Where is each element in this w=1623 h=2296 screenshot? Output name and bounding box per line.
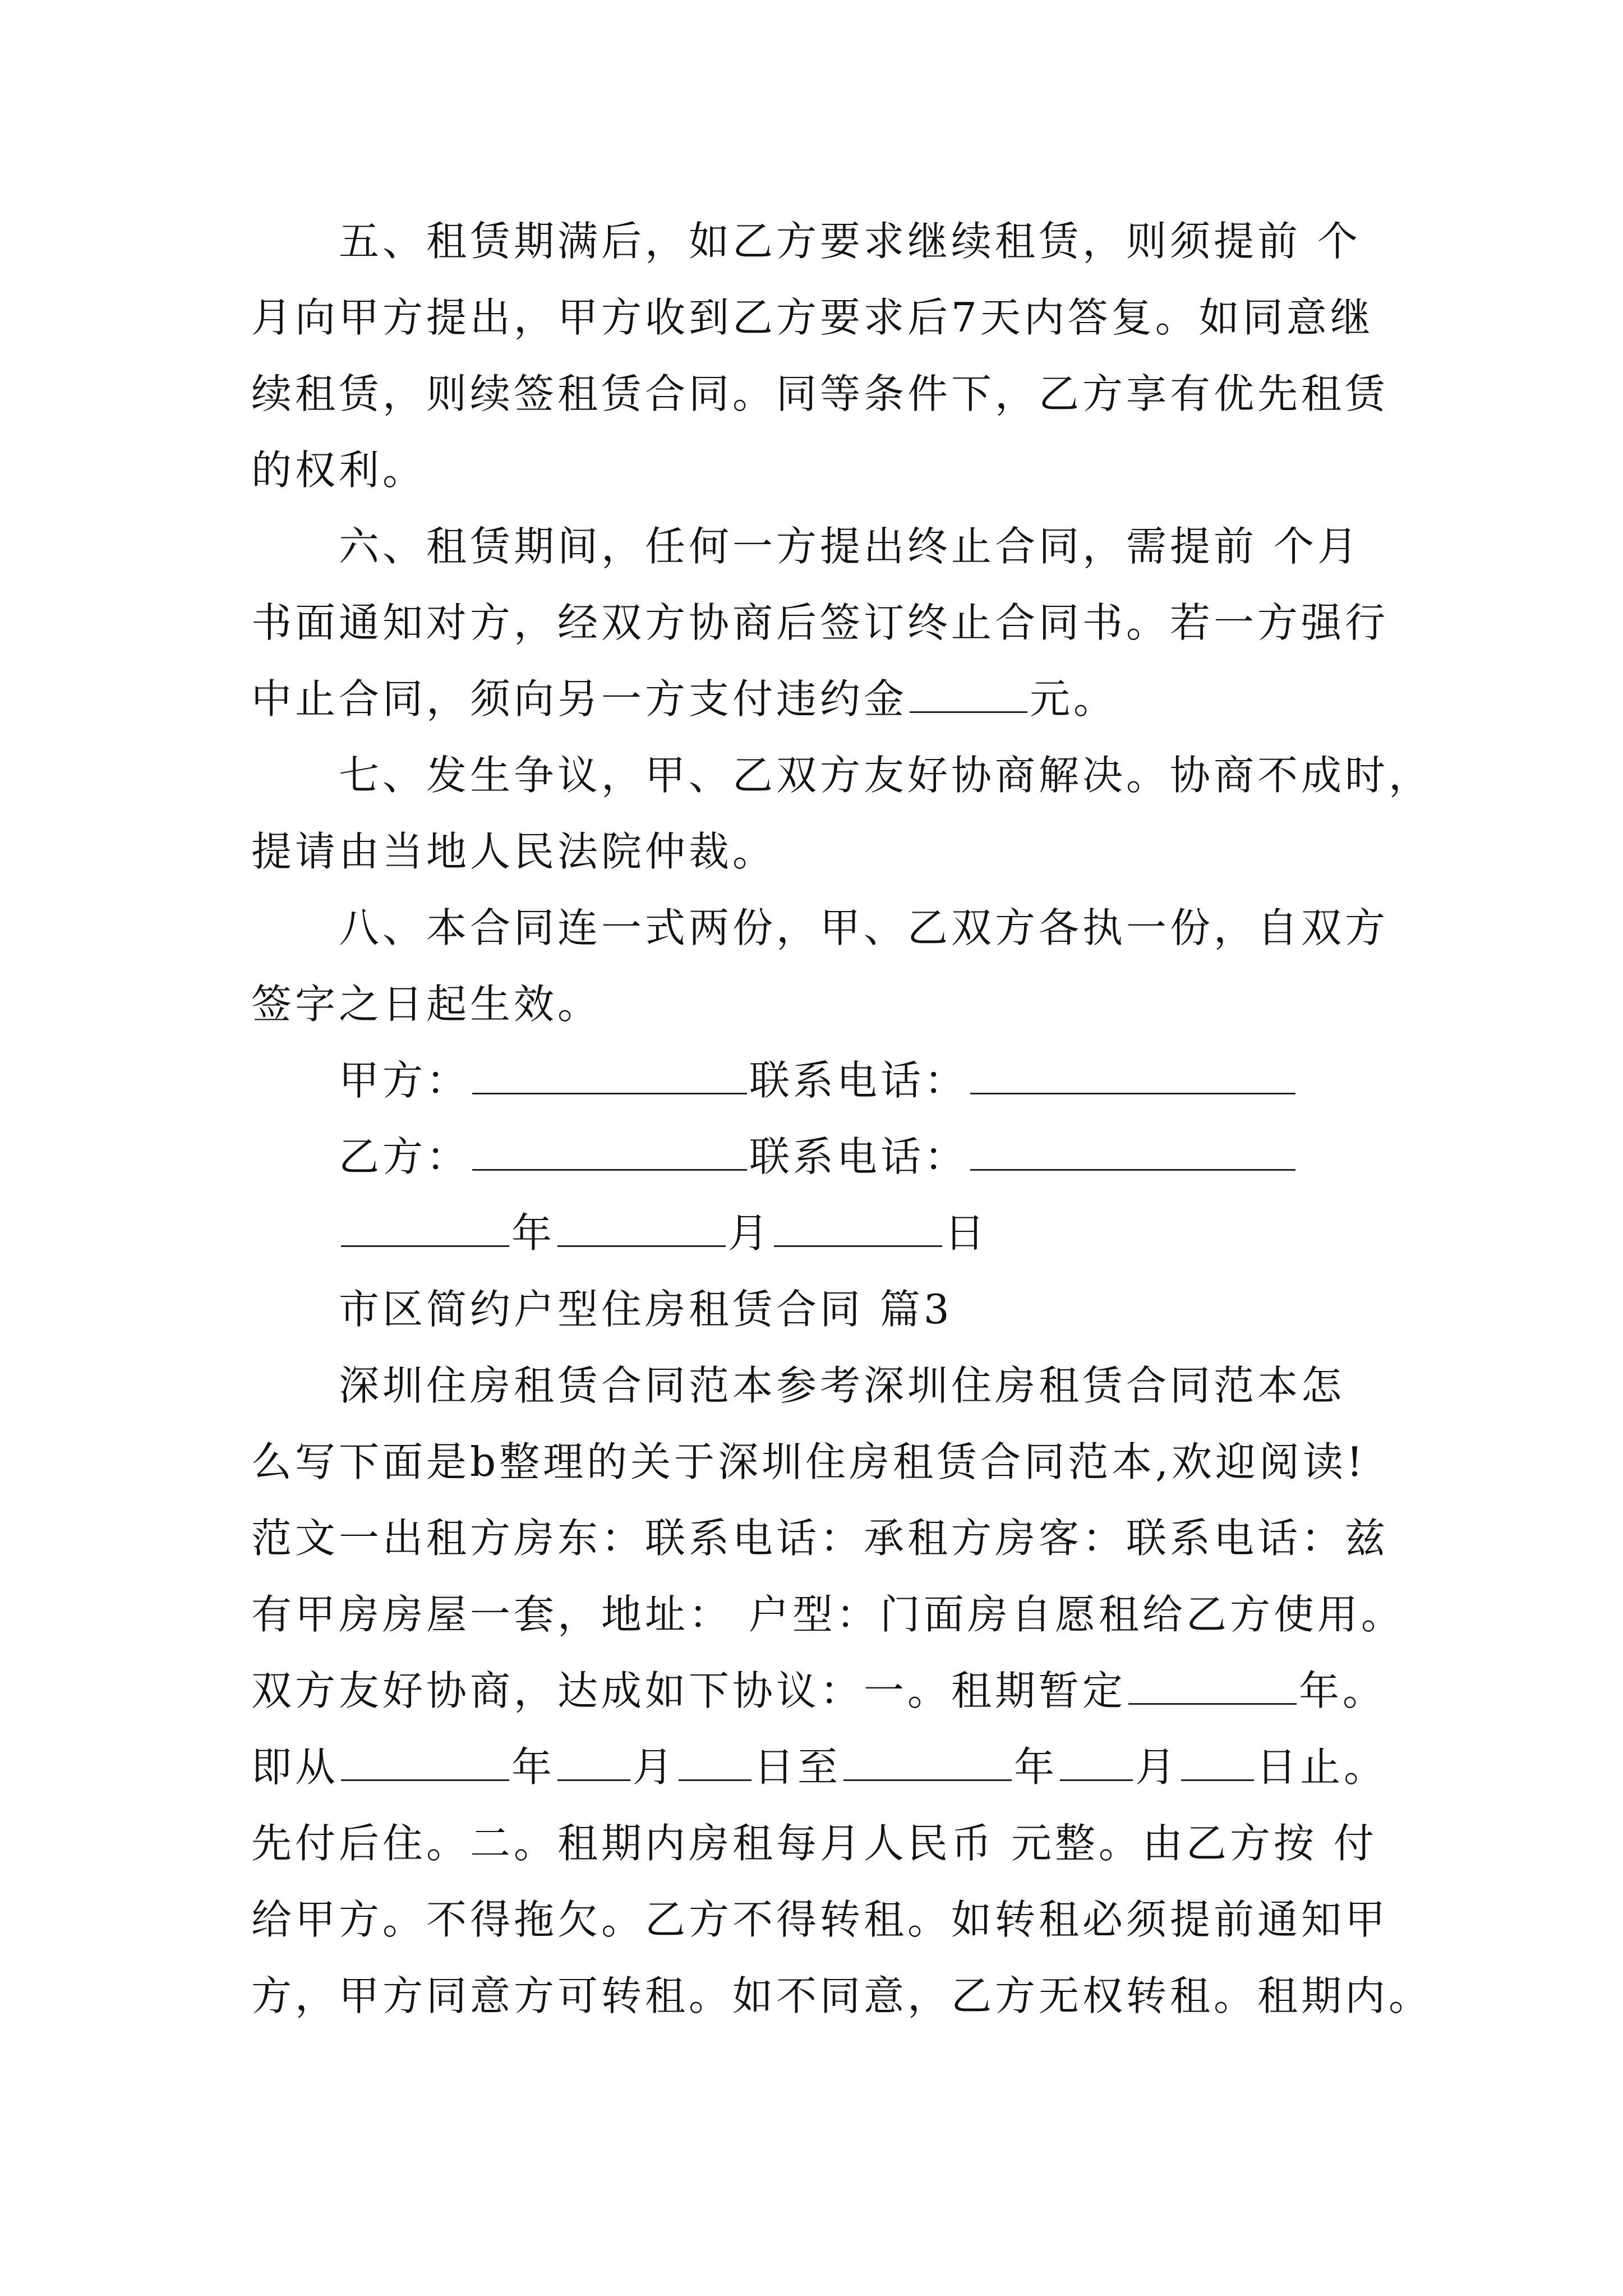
clause-6-line-2: 书面通知对方，经双方协商后签订终止合同书。若一方强行: [251, 599, 1389, 646]
clause-6-line-3-text: 中止合同，须向另一方支付违约金: [251, 675, 908, 723]
year-label: 年: [511, 1209, 556, 1257]
section-3-line-5-unit: 年。: [1299, 1667, 1387, 1714]
clause-7-line-2: 提请由当地人民法院仲裁。: [251, 828, 777, 875]
clause-6-line-1: 六、租赁期间，任何一方提出终止合同，需提前 个月: [339, 523, 1361, 570]
start-month-blank: [557, 1743, 630, 1781]
date-row: [339, 1206, 988, 1260]
party-a-phone-label: 联系电话：: [749, 1057, 969, 1104]
section-3-line-6: [251, 1740, 1387, 1794]
section-3-line-5-text: 双方友好协商，达成如下协议：一。租期暂定: [251, 1667, 1127, 1714]
party-a-row: [339, 1053, 1298, 1107]
party-b-blank: [472, 1133, 747, 1171]
clause-5-line-4: 的权利。: [251, 447, 427, 494]
clause-5-line-1: 五、租赁期满后，如乙方要求继续租赁，则须提前 个: [339, 218, 1361, 265]
start-day-blank: [679, 1743, 751, 1781]
clause-6-line-3: [251, 672, 1117, 726]
party-b-phone-label: 联系电话：: [749, 1133, 969, 1180]
section-3-line-7: 先付后住。二。租期内房租每月人民币 元整。由乙方按 付: [251, 1820, 1377, 1867]
section-3-line-8: 给甲方。不得拖欠。乙方不得转租。如转租必须提前通知甲: [251, 1896, 1389, 1943]
section-3-line-4: 有甲房房屋一套，地址： 户型：门面房自愿租给乙方使用。: [251, 1591, 1405, 1638]
section-3-line-2: 么写下面是b整理的关于深圳住房租赁合同范本,欢迎阅读!: [251, 1438, 1366, 1485]
clause-6-line-3-unit: 元。: [1030, 675, 1118, 723]
party-b-label: 乙方：: [339, 1133, 471, 1180]
month-blank: [557, 1209, 726, 1247]
start-year-label: 年: [511, 1743, 556, 1791]
to-label: 日至: [754, 1743, 842, 1791]
start-month-label: 月: [633, 1743, 677, 1791]
party-b-phone-blank: [970, 1133, 1295, 1171]
party-b-row: [339, 1130, 1298, 1184]
party-a-blank: [472, 1057, 747, 1094]
section-3-line-3: 范文一出租方房东：联系电话：承租方房客：联系电话：兹: [251, 1515, 1389, 1562]
start-year-blank: [341, 1743, 509, 1781]
section-3-title: 市区简约户型住房租赁合同 篇3: [339, 1286, 953, 1333]
end-year-label: 年: [1014, 1743, 1058, 1791]
clause-5-line-2: 月向甲方提出，甲方收到乙方要求后7天内答复。如同意继: [251, 294, 1374, 341]
end-year-blank: [843, 1743, 1012, 1781]
clause-8-line-2: 签字之日起生效。: [251, 981, 602, 1028]
penalty-amount-blank: [910, 675, 1027, 713]
from-label: 即从: [251, 1743, 339, 1791]
party-a-phone-blank: [970, 1057, 1295, 1094]
party-a-label: 甲方：: [339, 1057, 471, 1104]
day-blank: [774, 1209, 942, 1247]
end-month-label: 月: [1135, 1743, 1179, 1791]
end-day-blank: [1181, 1743, 1254, 1781]
section-3-line-5: [251, 1664, 1386, 1718]
clause-7-line-1: 七、发生争议，甲、乙双方友好协商解决。协商不成时，: [339, 752, 1433, 799]
clause-5-line-3: 续租赁，则续签租赁合同。同等条件下，乙方享有优先租赁: [251, 370, 1389, 417]
end-day-label: 日止。: [1256, 1743, 1388, 1791]
section-3-line-9: 方，甲方同意方可转租。如不同意，乙方无权转租。租期内。: [251, 1972, 1433, 2019]
term-years-blank: [1128, 1667, 1297, 1705]
year-blank: [341, 1209, 509, 1247]
clause-8-line-1: 八、本合同连一式两份，甲、乙双方各执一份，自双方: [339, 904, 1389, 951]
section-3-line-1: 深圳住房租赁合同范本参考深圳住房租赁合同范本怎: [339, 1362, 1345, 1409]
end-month-blank: [1060, 1743, 1133, 1781]
month-label: 月: [728, 1209, 772, 1257]
day-label: 日: [944, 1209, 989, 1257]
